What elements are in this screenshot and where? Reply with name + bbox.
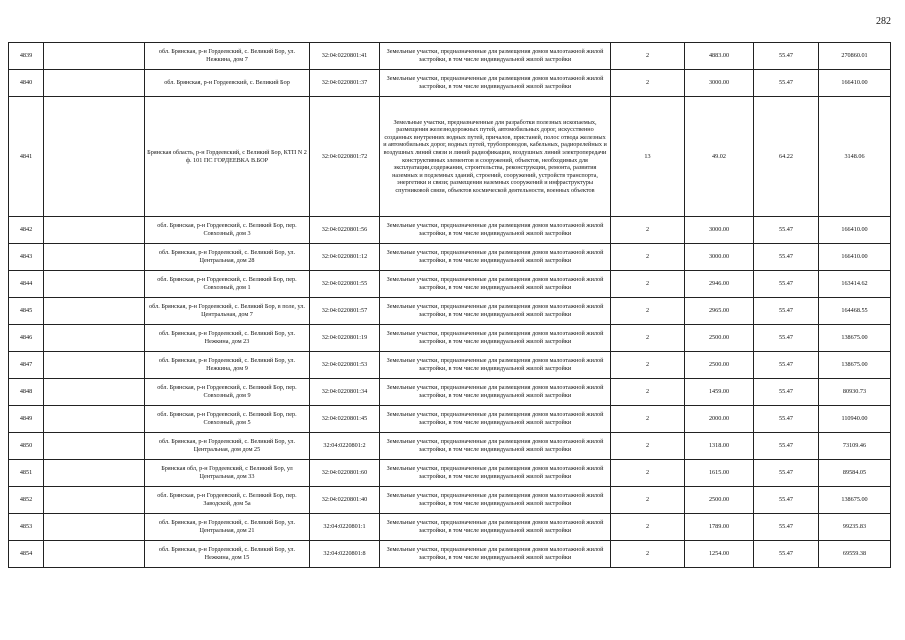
record-number-cell: 4840	[9, 70, 44, 97]
use-code-cell: 2	[611, 271, 685, 298]
table-row	[9, 379, 891, 406]
address-cell: Брянская обл, р-н Гордеевский, с Великий Бор, ул Центральная, дом 33	[145, 460, 310, 487]
record-number-cell: 4842	[9, 217, 44, 244]
address-cell: обл. Брянская, р-н Гордеевский, с. Великий Бор, пер. Заводской, дом 5а	[145, 487, 310, 514]
cadastral-value-cell: 270860.01	[819, 43, 891, 70]
cadastral-number-cell: 32:04:0220801:56	[310, 217, 380, 244]
area-cell: 1318.00	[685, 433, 754, 460]
address-cell: обл. Брянская, р-н Гордеевский, с. Великий Бор, ул. Центральная, дом 28	[145, 244, 310, 271]
empty-cell	[44, 487, 145, 514]
table-row	[9, 97, 891, 217]
cadastral-number-cell: 32:04:0220801:37	[310, 70, 380, 97]
cadastral-number-cell: 32:04:0220801:72	[310, 97, 380, 217]
table-row	[9, 217, 891, 244]
address-cell: обл. Брянская, р-н Гордеевский, с. Великий Бор, ул. Центральная, дом 21	[145, 514, 310, 541]
page-number: 282	[876, 16, 891, 27]
use-code-cell: 2	[611, 487, 685, 514]
record-number-cell: 4854	[9, 541, 44, 568]
land-use-cell: Земельные участки, предназначенные для размещения домов малоэтажной жилой застройки, в том числе индивидуальной жилой застройки	[380, 487, 611, 514]
unit-price-cell: 55.47	[754, 379, 819, 406]
cadastral-value-cell: 138675.00	[819, 352, 891, 379]
cadastral-number-cell: 32:04:0220801:2	[310, 433, 380, 460]
cadastral-value-cell: 138675.00	[819, 487, 891, 514]
record-number-cell: 4845	[9, 298, 44, 325]
record-number-cell: 4853	[9, 514, 44, 541]
use-code-cell: 2	[611, 406, 685, 433]
address-cell: Брянская область, р-н Гордеевский, с Великий Бор, КТП N 2 ф. 101 ПС ГОРДЕЕВКА В.БОР	[145, 97, 310, 217]
empty-cell	[44, 43, 145, 70]
cadastral-value-cell: 89584.05	[819, 460, 891, 487]
unit-price-cell: 55.47	[754, 70, 819, 97]
record-number-cell: 4844	[9, 271, 44, 298]
empty-cell	[44, 352, 145, 379]
record-number-cell: 4843	[9, 244, 44, 271]
land-use-cell: Земельные участки, предназначенные для размещения домов малоэтажной жилой застройки, в том числе индивидуальной жилой застройки	[380, 70, 611, 97]
table-row	[9, 541, 891, 568]
use-code-cell: 2	[611, 217, 685, 244]
unit-price-cell: 55.47	[754, 271, 819, 298]
land-use-cell: Земельные участки, предназначенные для размещения домов малоэтажной жилой застройки, в том числе индивидуальной жилой застройки	[380, 433, 611, 460]
land-use-cell: Земельные участки, предназначенные для размещения домов малоэтажной жилой застройки, в том числе индивидуальной жилой застройки	[380, 541, 611, 568]
record-number-cell: 4841	[9, 97, 44, 217]
address-cell: обл. Брянская, р-н Гордеевский, с. Великий Бор	[145, 70, 310, 97]
use-code-cell: 2	[611, 298, 685, 325]
cadastral-value-cell: 110940.00	[819, 406, 891, 433]
table-row	[9, 433, 891, 460]
table-row	[9, 298, 891, 325]
table-row	[9, 70, 891, 97]
empty-cell	[44, 406, 145, 433]
cadastral-number-cell: 32:04:0220801:40	[310, 487, 380, 514]
table-row	[9, 352, 891, 379]
address-cell: обл. Брянская, р-н Гордеевский, с. Великий Бор, пер. Совхозный, дом 5	[145, 406, 310, 433]
address-cell: обл. Брянская, р-н Гордеевский, с. Великий Бор, ул. Нежкина, дом 15	[145, 541, 310, 568]
use-code-cell: 13	[611, 97, 685, 217]
empty-cell	[44, 97, 145, 217]
use-code-cell: 2	[611, 244, 685, 271]
cadastral-value-cell: 166410.00	[819, 70, 891, 97]
cadastral-value-cell: 164468.55	[819, 298, 891, 325]
record-number-cell: 4848	[9, 379, 44, 406]
empty-cell	[44, 271, 145, 298]
table-row	[9, 487, 891, 514]
area-cell: 1254.00	[685, 541, 754, 568]
area-cell: 2500.00	[685, 487, 754, 514]
cadastral-number-cell: 32:04:0220801:41	[310, 43, 380, 70]
land-use-cell: Земельные участки, предназначенные для размещения домов малоэтажной жилой застройки, в том числе индивидуальной жилой застройки	[380, 298, 611, 325]
record-number-cell: 4852	[9, 487, 44, 514]
cadastral-number-cell: 32:04:0220801:19	[310, 325, 380, 352]
cadastral-number-cell: 32:04:0220801:53	[310, 352, 380, 379]
area-cell: 3000.00	[685, 70, 754, 97]
cadastral-number-cell: 32:04:0220801:12	[310, 244, 380, 271]
empty-cell	[44, 541, 145, 568]
empty-cell	[44, 433, 145, 460]
cadastral-number-cell: 32:04:0220801:1	[310, 514, 380, 541]
unit-price-cell: 55.47	[754, 460, 819, 487]
table-row	[9, 406, 891, 433]
record-number-cell: 4846	[9, 325, 44, 352]
area-cell: 1615.00	[685, 460, 754, 487]
area-cell: 1459.00	[685, 379, 754, 406]
area-cell: 2000.00	[685, 406, 754, 433]
use-code-cell: 2	[611, 379, 685, 406]
table-row	[9, 43, 891, 70]
land-use-cell: Земельные участки, предназначенные для размещения домов малоэтажной жилой застройки, в том числе индивидуальной жилой застройки	[380, 352, 611, 379]
cadastral-number-cell: 32:04:0220801:34	[310, 379, 380, 406]
land-use-cell: Земельные участки, предназначенные для размещения домов малоэтажной жилой застройки, в том числе индивидуальной жилой застройки	[380, 271, 611, 298]
address-cell: обл. Брянская, р-н Гордеевский, с. Великий Бор, пер. Совхозный, дом 1	[145, 271, 310, 298]
empty-cell	[44, 244, 145, 271]
unit-price-cell: 55.47	[754, 406, 819, 433]
registry-body	[9, 43, 891, 568]
table-row	[9, 325, 891, 352]
land-use-cell: Земельные участки, предназначенные для размещения домов малоэтажной жилой застройки, в том числе индивидуальной жилой застройки	[380, 514, 611, 541]
use-code-cell: 2	[611, 43, 685, 70]
cadastral-number-cell: 32:04:0220801:55	[310, 271, 380, 298]
table-row	[9, 460, 891, 487]
use-code-cell: 2	[611, 460, 685, 487]
land-use-cell: Земельные участки, предназначенные для размещения домов малоэтажной жилой застройки, в том числе индивидуальной жилой застройки	[380, 406, 611, 433]
land-use-cell: Земельные участки, предназначенные для размещения домов малоэтажной жилой застройки, в том числе индивидуальной жилой застройки	[380, 217, 611, 244]
cadastral-value-cell: 163414.62	[819, 271, 891, 298]
cadastral-number-cell: 32:04:0220801:57	[310, 298, 380, 325]
area-cell: 2965.00	[685, 298, 754, 325]
record-number-cell: 4839	[9, 43, 44, 70]
empty-cell	[44, 460, 145, 487]
land-use-cell: Земельные участки, предназначенные для размещения домов малоэтажной жилой застройки, в том числе индивидуальной жилой застройки	[380, 244, 611, 271]
unit-price-cell: 55.47	[754, 217, 819, 244]
area-cell: 2946.00	[685, 271, 754, 298]
cadastral-value-cell: 166410.00	[819, 244, 891, 271]
area-cell: 1789.00	[685, 514, 754, 541]
empty-cell	[44, 514, 145, 541]
cadastral-value-cell: 69559.38	[819, 541, 891, 568]
unit-price-cell: 55.47	[754, 298, 819, 325]
cadastral-value-cell: 99235.83	[819, 514, 891, 541]
empty-cell	[44, 217, 145, 244]
unit-price-cell: 55.47	[754, 541, 819, 568]
land-use-cell: Земельные участки, предназначенные для размещения домов малоэтажной жилой застройки, в том числе индивидуальной жилой застройки	[380, 460, 611, 487]
table-row	[9, 514, 891, 541]
use-code-cell: 2	[611, 514, 685, 541]
unit-price-cell: 55.47	[754, 244, 819, 271]
land-use-cell: Земельные участки, предназначенные для разработки полезных ископаемых, размещения железнодорожных путей, автомобильных дорог, искусственно созданных внутренних водных путей, причалов, пристаней, полос отвода железных и автомобильных дорог, водных путей, трубопроводов, кабельных, радиорелейных и воздушных линий связи и линий радиофикации, воздушных линий электропередачи конструктивных элементов и сооружений, объектов, необходимых для эксплуатации,содержания, строительства, реконструкции, ремонта, развития наземных и подземных зданий, строений, сооружений, устройств транспорта, энергетики и связи; размещения наземных сооружений и инфраструктуры спутниковой связи, объектов космической деятельности, военных объектов	[380, 97, 611, 217]
cadastral-value-cell: 80930.73	[819, 379, 891, 406]
table-row	[9, 244, 891, 271]
address-cell: обл. Брянская, р-н Гордеевский, с. Великий Бор, пер. Совхозный, дом 9	[145, 379, 310, 406]
unit-price-cell: 55.47	[754, 43, 819, 70]
address-cell: обл. Брянская, р-н Гордеевский, с. Великий Бор, в поле, ул. Центральная, дом 7	[145, 298, 310, 325]
land-registry-table	[8, 42, 891, 568]
empty-cell	[44, 298, 145, 325]
cadastral-value-cell: 3148.06	[819, 97, 891, 217]
address-cell: обл. Брянская, р-н Гордеевский, с. Великий Бор, пер. Совхозный, дом 3	[145, 217, 310, 244]
address-cell: обл. Брянская, р-н Гордеевский, с. Великий Бор, ул. Центральная, дом дом 25	[145, 433, 310, 460]
area-cell: 4883.00	[685, 43, 754, 70]
area-cell: 3000.00	[685, 244, 754, 271]
area-cell: 2500.00	[685, 352, 754, 379]
unit-price-cell: 55.47	[754, 433, 819, 460]
use-code-cell: 2	[611, 433, 685, 460]
use-code-cell: 2	[611, 352, 685, 379]
land-use-cell: Земельные участки, предназначенные для размещения домов малоэтажной жилой застройки, в том числе индивидуальной жилой застройки	[380, 43, 611, 70]
record-number-cell: 4851	[9, 460, 44, 487]
cadastral-number-cell: 32:04:0220801:8	[310, 541, 380, 568]
empty-cell	[44, 70, 145, 97]
empty-cell	[44, 325, 145, 352]
cadastral-number-cell: 32:04:0220801:60	[310, 460, 380, 487]
area-cell: 2500.00	[685, 325, 754, 352]
use-code-cell: 2	[611, 325, 685, 352]
use-code-cell: 2	[611, 70, 685, 97]
cadastral-value-cell: 138675.00	[819, 325, 891, 352]
area-cell: 49.02	[685, 97, 754, 217]
unit-price-cell: 64.22	[754, 97, 819, 217]
record-number-cell: 4849	[9, 406, 44, 433]
table-row	[9, 271, 891, 298]
area-cell: 3000.00	[685, 217, 754, 244]
cadastral-value-cell: 73109.46	[819, 433, 891, 460]
cadastral-number-cell: 32:04:0220801:45	[310, 406, 380, 433]
address-cell: обл. Брянская, р-н Гордеевский, с. Великий Бор, ул. Нежкина, дом 7	[145, 43, 310, 70]
record-number-cell: 4850	[9, 433, 44, 460]
address-cell: обл. Брянская, р-н Гордеевский, с. Великий Бор, ул. Нежкина, дом 9	[145, 352, 310, 379]
unit-price-cell: 55.47	[754, 487, 819, 514]
unit-price-cell: 55.47	[754, 325, 819, 352]
unit-price-cell: 55.47	[754, 514, 819, 541]
address-cell: обл. Брянская, р-н Гордеевский, с. Великий Бор, ул. Нежкина, дом 23	[145, 325, 310, 352]
land-use-cell: Земельные участки, предназначенные для размещения домов малоэтажной жилой застройки, в том числе индивидуальной жилой застройки	[380, 325, 611, 352]
use-code-cell: 2	[611, 541, 685, 568]
empty-cell	[44, 379, 145, 406]
record-number-cell: 4847	[9, 352, 44, 379]
unit-price-cell: 55.47	[754, 352, 819, 379]
land-use-cell: Земельные участки, предназначенные для размещения домов малоэтажной жилой застройки, в том числе индивидуальной жилой застройки	[380, 379, 611, 406]
cadastral-value-cell: 166410.00	[819, 217, 891, 244]
